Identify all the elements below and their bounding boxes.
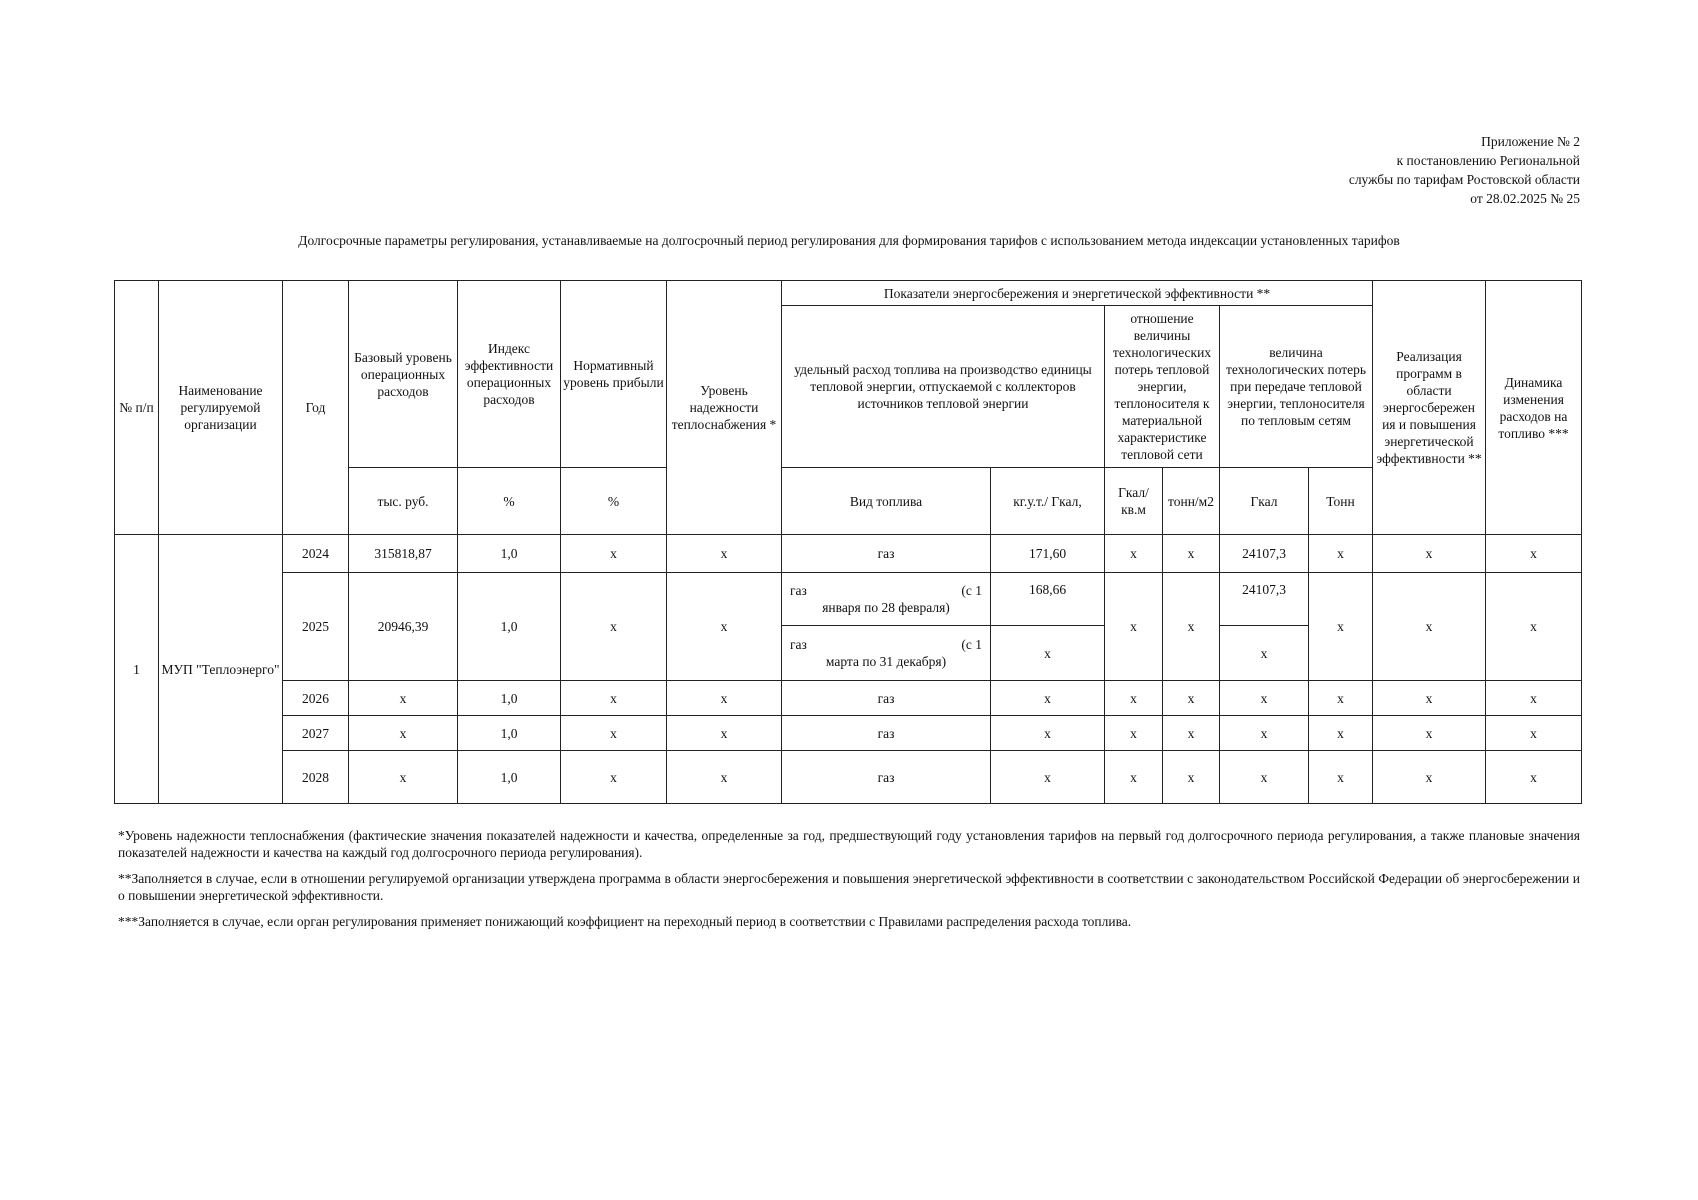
parameters-table <box>114 280 1582 804</box>
footnotes <box>118 827 1580 939</box>
cell-dynamics: x <box>1486 751 1582 804</box>
header-num: № п/п <box>115 281 159 535</box>
cell-loss-ratio-gcal: x <box>1105 716 1163 751</box>
period-2-fuel: газ <box>790 637 807 652</box>
cell-fuel-type-period-1 <box>782 573 991 626</box>
header-fuel-dynamics: Динамика изменения расходов на топливо *** <box>1486 281 1582 535</box>
unit-profit: % <box>561 468 667 535</box>
cell-reliability: x <box>667 535 782 573</box>
unit-loss-ton: Тонн <box>1309 468 1373 535</box>
org-name: МУП "Теплоэнерго" <box>159 535 283 804</box>
cell-loss-ratio-ton: x <box>1163 535 1220 573</box>
cell-loss-ratio-gcal: x <box>1105 535 1163 573</box>
cell-fuel-type: газ <box>782 716 991 751</box>
header-programs: Реализация программ в области энергосбережен ия и повышения энергетической эффективности ** <box>1373 281 1486 535</box>
cell-dynamics: x <box>1486 716 1582 751</box>
cell-reliability: x <box>667 716 782 751</box>
header-energy-group: Показатели энергосбережения и энергетической эффективности ** <box>782 281 1373 306</box>
cell-loss-ratio-ton: x <box>1163 573 1220 681</box>
cell-fuel-rate: 171,60 <box>991 535 1105 573</box>
unit-loss-ratio-gcal: Гкал/ кв.м <box>1105 468 1163 535</box>
cell-dynamics: x <box>1486 535 1582 573</box>
unit-loss-ratio-ton: тонн/м2 <box>1163 468 1220 535</box>
appendix-line-4: от 28.02.2025 № 25 <box>1470 191 1580 206</box>
cell-year: 2026 <box>283 681 349 716</box>
cell-dynamics: x <box>1486 573 1582 681</box>
cell-reliability: x <box>667 573 782 681</box>
appendix-line-3: службы по тарифам Ростовской области <box>1348 172 1580 187</box>
cell-index: 1,0 <box>458 681 561 716</box>
cell-year: 2027 <box>283 716 349 751</box>
unit-index: % <box>458 468 561 535</box>
cell-loss-gcal-period-2: x <box>1220 626 1309 681</box>
unit-fuel-rate: кг.у.т./ Гкал, <box>991 468 1105 535</box>
header-profit-level: Нормативный уровень прибыли <box>561 281 667 468</box>
cell-loss-ratio-gcal: x <box>1105 751 1163 804</box>
header-fuel-consumption: удельный расход топлива на производство единицы тепловой энергии, отпускаемой с коллекторов источников тепловой энергии <box>782 306 1105 468</box>
cell-profit: x <box>561 751 667 804</box>
cell-fuel-rate: x <box>991 681 1105 716</box>
cell-loss-gcal: 24107,3 <box>1220 535 1309 573</box>
cell-loss-gcal: x <box>1220 716 1309 751</box>
table-row <box>115 751 1582 804</box>
cell-base: 20946,39 <box>349 573 458 681</box>
cell-loss-ratio-ton: x <box>1163 716 1220 751</box>
cell-profit: x <box>561 681 667 716</box>
cell-reliability: x <box>667 751 782 804</box>
cell-programs: x <box>1373 573 1486 681</box>
cell-index: 1,0 <box>458 535 561 573</box>
table-row <box>115 716 1582 751</box>
cell-reliability: x <box>667 681 782 716</box>
cell-year: 2028 <box>283 751 349 804</box>
cell-base: x <box>349 751 458 804</box>
unit-fuel-type: Вид топлива <box>782 468 991 535</box>
cell-loss-gcal-period-1: 24107,3 <box>1220 573 1309 626</box>
appendix-line-1: Приложение № 2 <box>1481 134 1580 149</box>
header-loss-value: величина технологических потерь при передаче тепловой энергии, теплоносителя по тепловым сетям <box>1220 306 1373 468</box>
period-2-range: марта по 31 декабря) <box>825 654 947 669</box>
header-reliability: Уровень надежности теплоснабжения * <box>667 281 782 535</box>
unit-loss-gcal: Гкал <box>1220 468 1309 535</box>
cell-loss-ton: x <box>1309 716 1373 751</box>
cell-fuel-rate-period-2: x <box>991 626 1105 681</box>
unit-base: тыс. руб. <box>349 468 458 535</box>
cell-base: x <box>349 681 458 716</box>
cell-profit: x <box>561 535 667 573</box>
org-num: 1 <box>115 535 159 804</box>
cell-fuel-rate: x <box>991 716 1105 751</box>
cell-year: 2024 <box>283 535 349 573</box>
cell-fuel-type: газ <box>782 681 991 716</box>
cell-profit: x <box>561 573 667 681</box>
cell-loss-ratio-ton: x <box>1163 751 1220 804</box>
cell-fuel-type: газ <box>782 535 991 573</box>
cell-index: 1,0 <box>458 751 561 804</box>
cell-index: 1,0 <box>458 573 561 681</box>
cell-programs: x <box>1373 535 1486 573</box>
document-title: Долгосрочные параметры регулирования, устанавливаемые на долгосрочный период регулирования для формирования тарифов с использованием метода индексации установленных тарифов <box>298 233 1400 248</box>
appendix-block <box>1349 132 1580 208</box>
cell-loss-gcal: x <box>1220 681 1309 716</box>
cell-fuel-type-period-2 <box>782 626 991 681</box>
header-efficiency-index: Индекс эффективности операционных расходов <box>458 281 561 468</box>
cell-loss-ratio-ton: x <box>1163 681 1220 716</box>
cell-fuel-type: газ <box>782 751 991 804</box>
cell-base: x <box>349 716 458 751</box>
header-year: Год <box>283 281 349 535</box>
period-2-from: (с 1 <box>961 637 982 652</box>
header-base-costs: Базовый уровень операционных расходов <box>349 281 458 468</box>
appendix-line-2: к постановлению Региональной <box>1396 153 1580 168</box>
footnote-1: *Уровень надежности теплоснабжения (фактические значения показателей надежности и качества, определенные за год, предшествующий году установления тарифов на первый год долгосрочного периода регулирования, а также плановые значения показателей надежности и качества на каждый год долгосрочного периода регулирования). <box>118 828 1580 860</box>
cell-programs: x <box>1373 751 1486 804</box>
cell-programs: x <box>1373 681 1486 716</box>
cell-fuel-rate-period-1: 168,66 <box>991 573 1105 626</box>
cell-profit: x <box>561 716 667 751</box>
cell-loss-ton: x <box>1309 535 1373 573</box>
cell-year: 2025 <box>283 573 349 681</box>
cell-loss-ratio-gcal: x <box>1105 573 1163 681</box>
header-org: Наименование регулируемой организации <box>159 281 283 535</box>
period-1-range: января по 28 февраля) <box>822 600 950 615</box>
table-row <box>115 573 1582 626</box>
period-1-from: (с 1 <box>961 583 982 598</box>
cell-base: 315818,87 <box>349 535 458 573</box>
header-loss-ratio: отношение величины технологических потерь тепловой энергии, теплоносителя к материальной характеристике тепловой сети <box>1105 306 1220 468</box>
cell-loss-ton: x <box>1309 681 1373 716</box>
cell-loss-ton: x <box>1309 573 1373 681</box>
cell-programs: x <box>1373 716 1486 751</box>
cell-dynamics: x <box>1486 681 1582 716</box>
cell-fuel-rate: x <box>991 751 1105 804</box>
footnote-2: **Заполняется в случае, если в отношении регулируемой организации утверждена программа в области энергосбережения и повышения энергетической эффективности в соответствии с законодательством Российской Федерации об энергосбережении и о повышении энергетической эффективности. <box>118 871 1580 903</box>
cell-loss-gcal: x <box>1220 751 1309 804</box>
cell-loss-ratio-gcal: x <box>1105 681 1163 716</box>
footnote-3: ***Заполняется в случае, если орган регулирования применяет понижающий коэффициент на переходный период в соответствии с Правилами распределения расхода топлива. <box>118 914 1132 929</box>
period-1-fuel: газ <box>790 583 807 598</box>
table-row <box>115 681 1582 716</box>
cell-index: 1,0 <box>458 716 561 751</box>
table-row <box>115 535 1582 573</box>
cell-loss-ton: x <box>1309 751 1373 804</box>
